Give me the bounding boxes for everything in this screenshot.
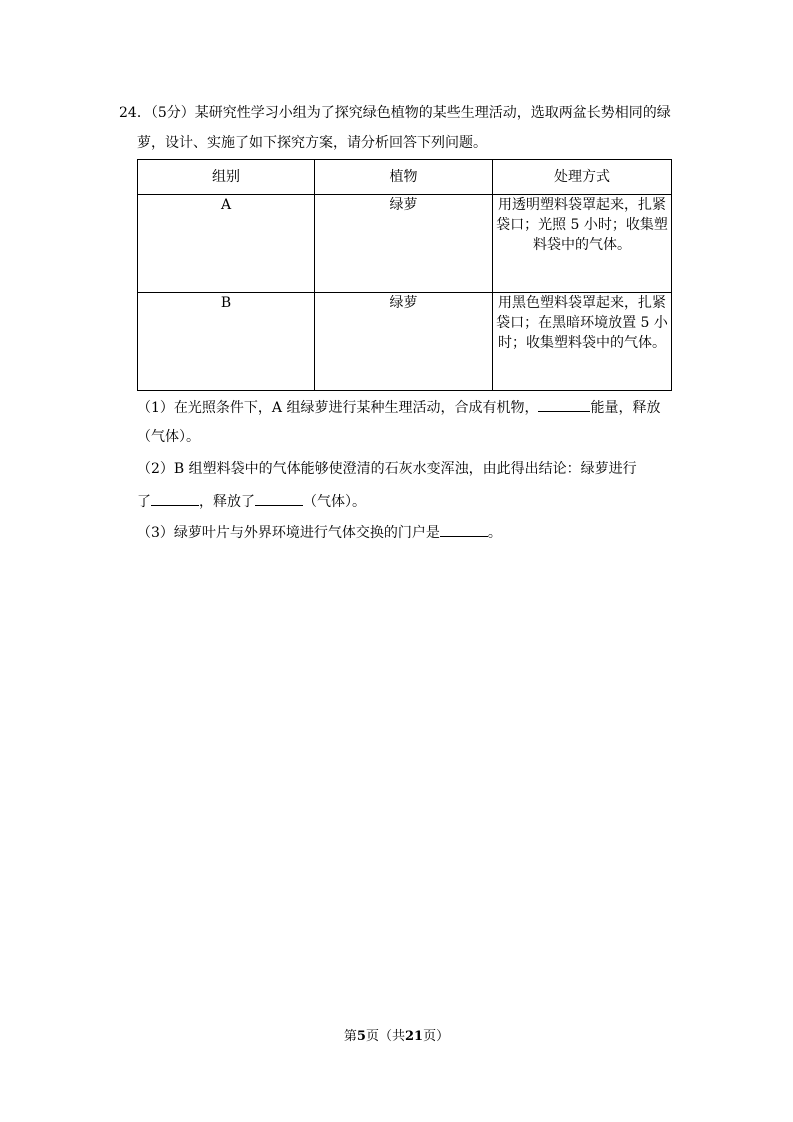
cell-group-a: A: [138, 195, 315, 293]
subq2-text-c: （气体）。: [303, 494, 366, 510]
cell-group-b: B: [138, 293, 315, 391]
question-score: （5分）: [150, 105, 195, 121]
table-row: [138, 293, 672, 391]
cell-plant-a: 绿萝: [315, 195, 493, 293]
cell-treatment-a: [493, 195, 672, 293]
treatment-b-line3: 时；收集塑料袋中的气体。: [498, 335, 666, 351]
question-stem-text-1: 某研究性学习小组为了探究绿色植物的某些生理活动，选取两盆长势相同的绿: [194, 105, 671, 121]
table-header-row: [138, 160, 672, 195]
cell-treatment-b: [493, 293, 672, 391]
question-stem-line2: [137, 133, 487, 153]
question-stem-line1: [119, 103, 671, 123]
table-row: [138, 195, 672, 293]
question-number: 24．: [119, 105, 151, 121]
footer-suffix: 页）: [423, 1029, 450, 1044]
answer-blank-3[interactable]: [255, 491, 303, 506]
header-plant: 植物: [315, 160, 493, 195]
subq1-text-before: （1）在光照条件下，A 组绿萝进行某种生理活动，合成有机物，: [137, 400, 539, 416]
subq2-text-line1: （2）B 组塑料袋中的气体能够使澄清的石灰水变浑浊，由此得出结论：绿萝进行: [137, 461, 637, 477]
subq1-text-after: 能量，释放: [590, 400, 661, 416]
subq3-text-before: （3）绿萝叶片与外界环境进行气体交换的门户是: [137, 525, 440, 541]
footer-total-pages: 21: [404, 1029, 424, 1044]
answer-blank-1[interactable]: [538, 397, 590, 412]
subq3-text-after: 。: [487, 525, 502, 541]
treatment-b-line2: 袋口；在黑暗环境放置 5 小: [496, 315, 668, 331]
treatment-a-line3: 料袋中的气体。: [533, 237, 631, 253]
subq2-text-a: 了: [137, 494, 151, 510]
footer-page-number: 5: [356, 1029, 366, 1044]
question-stem-text-2: 萝，设计、实施了如下探究方案，请分析回答下列问题。: [137, 135, 487, 151]
header-treatment: 处理方式: [493, 160, 672, 195]
subq2-text-b: ，释放了: [199, 494, 255, 510]
page-footer: [0, 1025, 793, 1044]
treatment-b-line1: 用黑色塑料袋罩起来，扎紧: [498, 295, 666, 311]
subquestion-1-line1: [137, 397, 660, 418]
cell-plant-b: 绿萝: [315, 293, 493, 391]
experiment-table: [137, 159, 672, 391]
subq1-text-line2: （气体）。: [137, 429, 200, 445]
footer-prefix: 第: [343, 1029, 357, 1044]
treatment-a-line1: 用透明塑料袋罩起来，扎紧: [498, 197, 666, 213]
treatment-a-line2: 袋口；光照 5 小时；收集塑: [496, 217, 668, 233]
answer-blank-2[interactable]: [151, 491, 199, 506]
subquestion-1-line2: [137, 427, 200, 447]
header-group: 组别: [138, 160, 315, 195]
answer-blank-4[interactable]: [440, 522, 488, 537]
subquestion-2-line2: [137, 491, 366, 512]
subquestion-3: [137, 522, 502, 543]
subquestion-2-line1: [137, 459, 637, 479]
footer-middle: 页（共: [365, 1029, 405, 1044]
